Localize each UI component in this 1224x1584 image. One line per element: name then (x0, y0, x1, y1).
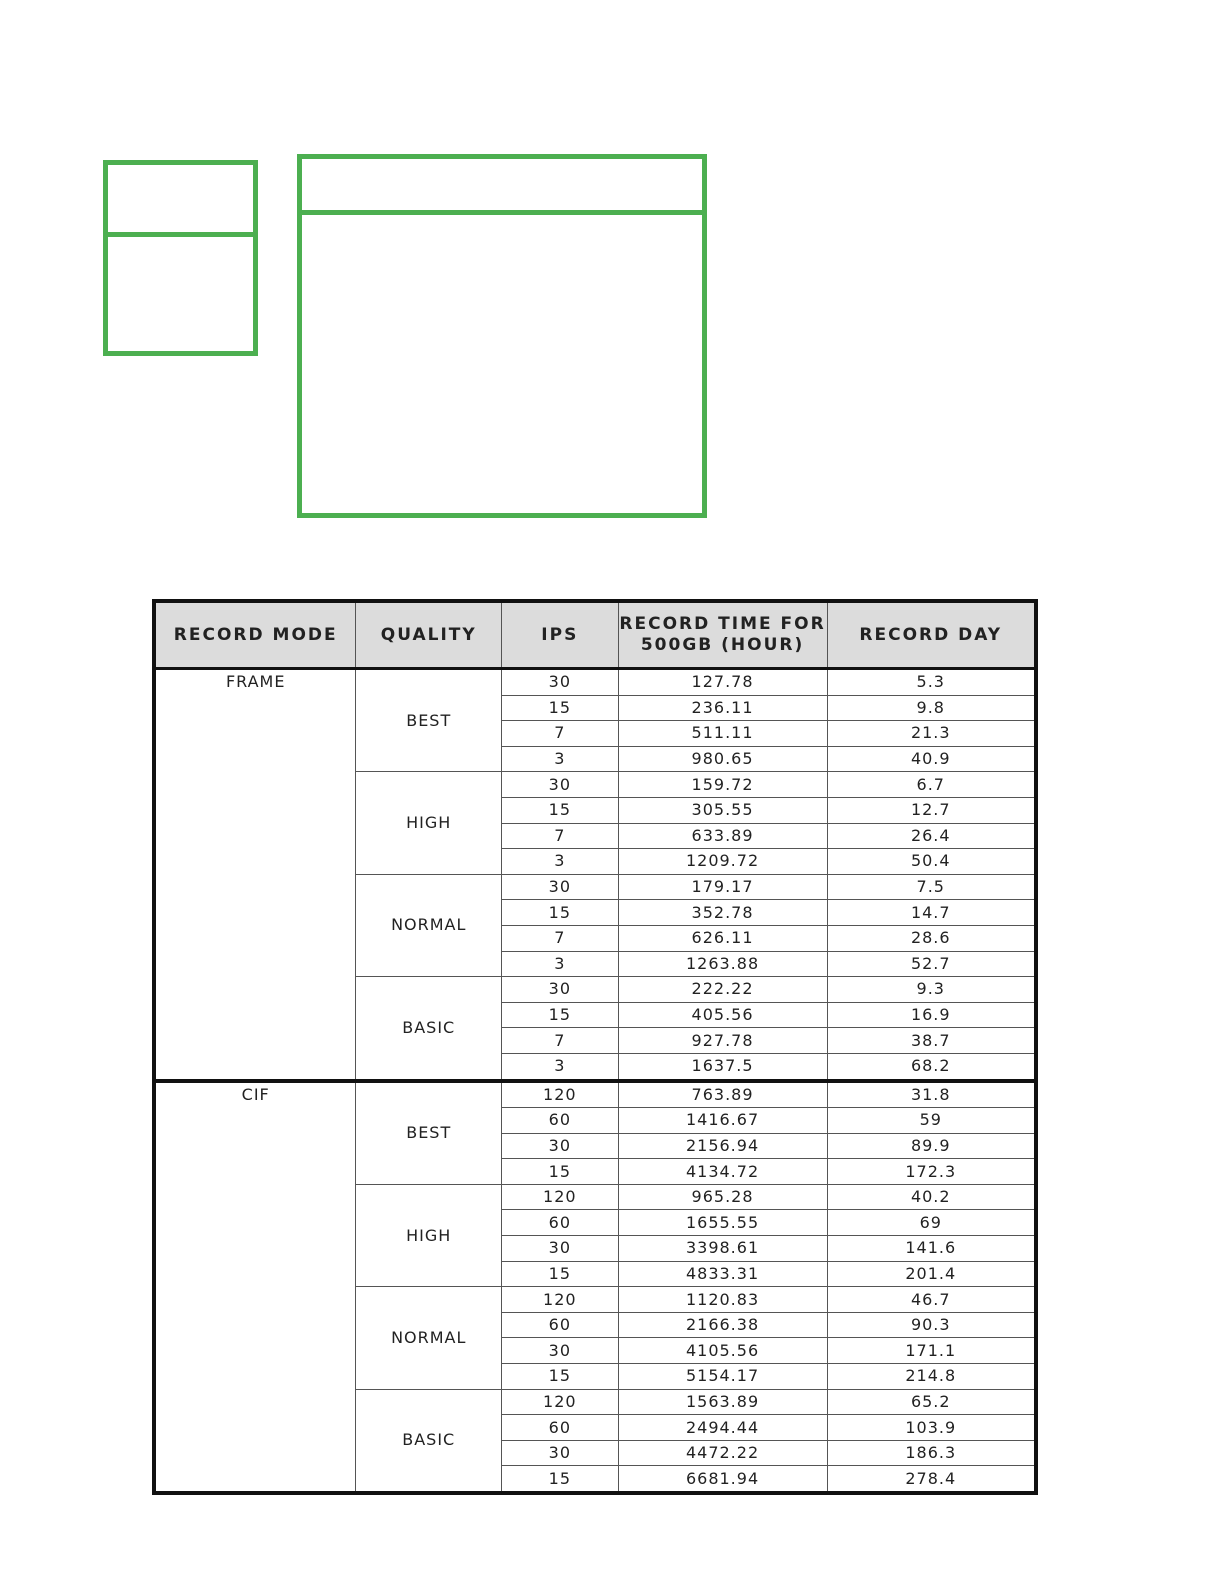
record-day-cell: 103.9 (827, 1415, 1036, 1441)
header-ips: IPS (502, 601, 619, 669)
ips-cell: 15 (502, 1002, 619, 1028)
record-time-cell: 633.89 (618, 823, 827, 849)
record-time-cell: 511.11 (618, 721, 827, 747)
record-time-cell: 222.22 (618, 977, 827, 1003)
quality-cell: NORMAL (356, 1287, 502, 1389)
ips-cell: 7 (502, 1028, 619, 1054)
record-day-cell: 69 (827, 1210, 1036, 1236)
record-day-cell: 28.6 (827, 925, 1036, 951)
record-time-cell: 2494.44 (618, 1415, 827, 1441)
record-mode-cell: FRAME (154, 669, 356, 1081)
table-row (154, 1081, 1036, 1108)
placeholder-box-small (103, 160, 258, 356)
record-day-cell: 214.8 (827, 1364, 1036, 1390)
header-record-day: RECORD DAY (827, 601, 1036, 669)
ips-cell: 60 (502, 1415, 619, 1441)
record-time-cell: 980.65 (618, 746, 827, 772)
record-time-table (152, 599, 1038, 1495)
quality-cell: NORMAL (356, 874, 502, 976)
record-time-cell: 127.78 (618, 669, 827, 696)
record-day-cell: 40.9 (827, 746, 1036, 772)
record-day-cell: 6.7 (827, 772, 1036, 798)
record-day-cell: 65.2 (827, 1389, 1036, 1415)
record-day-cell: 201.4 (827, 1261, 1036, 1287)
quality-cell: HIGH (356, 1184, 502, 1286)
record-day-cell: 46.7 (827, 1287, 1036, 1313)
ips-cell: 7 (502, 823, 619, 849)
ips-cell: 15 (502, 695, 619, 721)
record-day-cell: 16.9 (827, 1002, 1036, 1028)
record-day-cell: 21.3 (827, 721, 1036, 747)
quality-cell: BEST (356, 1081, 502, 1185)
ips-cell: 120 (502, 1081, 619, 1108)
record-mode-cell: CIF (154, 1081, 356, 1494)
record-time-cell: 2166.38 (618, 1312, 827, 1338)
ips-cell: 3 (502, 951, 619, 977)
record-time-cell: 305.55 (618, 797, 827, 823)
record-time-cell: 1416.67 (618, 1108, 827, 1134)
record-time-cell: 405.56 (618, 1002, 827, 1028)
ips-cell: 30 (502, 772, 619, 798)
record-time-cell: 4105.56 (618, 1338, 827, 1364)
record-day-cell: 9.3 (827, 977, 1036, 1003)
record-time-cell: 2156.94 (618, 1133, 827, 1159)
record-time-cell: 1263.88 (618, 951, 827, 977)
ips-cell: 7 (502, 721, 619, 747)
ips-cell: 15 (502, 900, 619, 926)
ips-cell: 15 (502, 797, 619, 823)
record-day-cell: 12.7 (827, 797, 1036, 823)
record-time-cell: 6681.94 (618, 1466, 827, 1493)
ips-cell: 60 (502, 1108, 619, 1134)
record-time-cell: 4833.31 (618, 1261, 827, 1287)
record-time-cell: 626.11 (618, 925, 827, 951)
record-time-cell: 1120.83 (618, 1287, 827, 1313)
record-time-cell: 5154.17 (618, 1364, 827, 1390)
quality-cell: BEST (356, 669, 502, 772)
header-quality: QUALITY (356, 601, 502, 669)
header-record-mode: RECORD MODE (154, 601, 356, 669)
quality-cell: BASIC (356, 977, 502, 1081)
record-time-cell: 1563.89 (618, 1389, 827, 1415)
ips-cell: 15 (502, 1159, 619, 1185)
header-record-time: RECORD TIME FOR 500GB (HOUR) (618, 601, 827, 669)
ips-cell: 15 (502, 1466, 619, 1493)
record-day-cell: 278.4 (827, 1466, 1036, 1493)
record-time-cell: 1655.55 (618, 1210, 827, 1236)
placeholder-box-large (297, 154, 707, 518)
record-day-cell: 52.7 (827, 951, 1036, 977)
record-day-cell: 89.9 (827, 1133, 1036, 1159)
ips-cell: 15 (502, 1364, 619, 1390)
record-day-cell: 38.7 (827, 1028, 1036, 1054)
record-time-cell: 965.28 (618, 1184, 827, 1210)
table-body (154, 669, 1036, 1494)
ips-cell: 120 (502, 1389, 619, 1415)
table-row (154, 669, 1036, 696)
quality-cell: BASIC (356, 1389, 502, 1493)
record-day-cell: 40.2 (827, 1184, 1036, 1210)
record-time-cell: 3398.61 (618, 1236, 827, 1262)
quality-cell: HIGH (356, 772, 502, 874)
placeholder-box-large-divider (297, 210, 707, 215)
ips-cell: 30 (502, 1440, 619, 1466)
record-time-cell: 4134.72 (618, 1159, 827, 1185)
record-day-cell: 50.4 (827, 849, 1036, 875)
ips-cell: 30 (502, 1133, 619, 1159)
record-day-cell: 31.8 (827, 1081, 1036, 1108)
record-day-cell: 171.1 (827, 1338, 1036, 1364)
record-day-cell: 141.6 (827, 1236, 1036, 1262)
record-time-cell: 4472.22 (618, 1440, 827, 1466)
record-day-cell: 9.8 (827, 695, 1036, 721)
record-day-cell: 26.4 (827, 823, 1036, 849)
record-time-cell: 927.78 (618, 1028, 827, 1054)
ips-cell: 120 (502, 1287, 619, 1313)
record-day-cell: 7.5 (827, 874, 1036, 900)
record-time-cell: 352.78 (618, 900, 827, 926)
record-day-cell: 14.7 (827, 900, 1036, 926)
ips-cell: 15 (502, 1261, 619, 1287)
ips-cell: 30 (502, 977, 619, 1003)
ips-cell: 7 (502, 925, 619, 951)
ips-cell: 3 (502, 1053, 619, 1080)
table-header-row (154, 601, 1036, 669)
record-time-cell: 159.72 (618, 772, 827, 798)
record-time-cell: 236.11 (618, 695, 827, 721)
record-day-cell: 186.3 (827, 1440, 1036, 1466)
record-day-cell: 59 (827, 1108, 1036, 1134)
record-day-cell: 68.2 (827, 1053, 1036, 1080)
ips-cell: 60 (502, 1312, 619, 1338)
record-day-cell: 172.3 (827, 1159, 1036, 1185)
record-day-cell: 90.3 (827, 1312, 1036, 1338)
ips-cell: 30 (502, 669, 619, 696)
ips-cell: 30 (502, 1338, 619, 1364)
ips-cell: 120 (502, 1184, 619, 1210)
ips-cell: 30 (502, 1236, 619, 1262)
record-time-cell: 179.17 (618, 874, 827, 900)
placeholder-box-small-divider (103, 232, 258, 237)
ips-cell: 3 (502, 849, 619, 875)
record-time-cell: 1637.5 (618, 1053, 827, 1080)
ips-cell: 30 (502, 874, 619, 900)
record-day-cell: 5.3 (827, 669, 1036, 696)
record-time-cell: 1209.72 (618, 849, 827, 875)
record-time-cell: 763.89 (618, 1081, 827, 1108)
ips-cell: 60 (502, 1210, 619, 1236)
ips-cell: 3 (502, 746, 619, 772)
